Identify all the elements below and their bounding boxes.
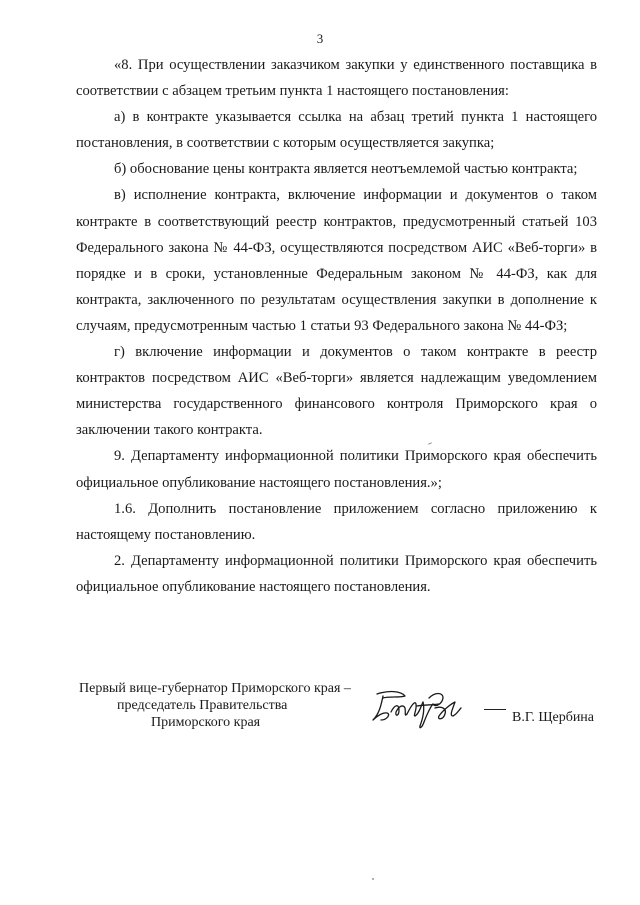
signatory-title-line-3: Приморского края [151, 715, 261, 730]
signature-block [79, 680, 599, 740]
signatory-name: В.Г. Щербина [512, 710, 595, 725]
paragraph-subclause-v: в) исполнение контракта, включение информации и документов о таком контракте в соответствующий реестр контрактов, предусмотренный статьей 103 Федерального закона № 44-ФЗ, осуществляются посредством АИС «Веб-торги» в порядке и в сроки, установленные Федеральным законом № 44-ФЗ, как для контракта, заключенного по результатам осуществления закупки в дополнение к случаям, предусмотренным частью 1 статьи 93 Федерального закона № 44-ФЗ; [76, 187, 597, 334]
paragraph-subclause-a: а) в контракте указывается ссылка на абзац третий пункта 1 настоящего постановления, в соответствии с которым осуществляется закупка; [76, 109, 597, 152]
signature-dash [484, 709, 506, 710]
document-body [76, 52, 597, 600]
paragraph-item-1-6: 1.6. Дополнить постановление приложением согласно приложению к настоящему постановлению. [76, 500, 597, 543]
handwritten-signature [369, 686, 474, 732]
scan-speck [372, 878, 374, 880]
paragraph-subclause-g: г) включение информации и документов о таком контракте в реестр контрактов посредством АИС «Веб-торги» является надлежащим уведомлением министерства государственного финансового контроля Приморского края о заключении такого контракта. [76, 344, 597, 439]
page-number: 3 [316, 31, 324, 46]
signatory-title-line-2: председатель Правительства [117, 698, 288, 713]
paragraph-clause-9: 9. Департаменту информационной политики Приморского края обеспечить официальное опубликование настоящего постановления.»; [76, 448, 597, 491]
paragraph-subclause-b: б) обоснование цены контракта является неотъемлемой частью контракта; [114, 161, 578, 178]
paragraph-item-2: 2. Департаменту информационной политики Приморского края обеспечить официальное опубликование настоящего постановления. [76, 552, 597, 595]
signatory-title-line-1: Первый вице-губернатор Приморского края – [79, 681, 351, 696]
paragraph-clause-8: «8. При осуществлении заказчиком закупки у единственного поставщика в соответствии с абзацем третьим пункта 1 настоящего постановления: [76, 57, 597, 100]
